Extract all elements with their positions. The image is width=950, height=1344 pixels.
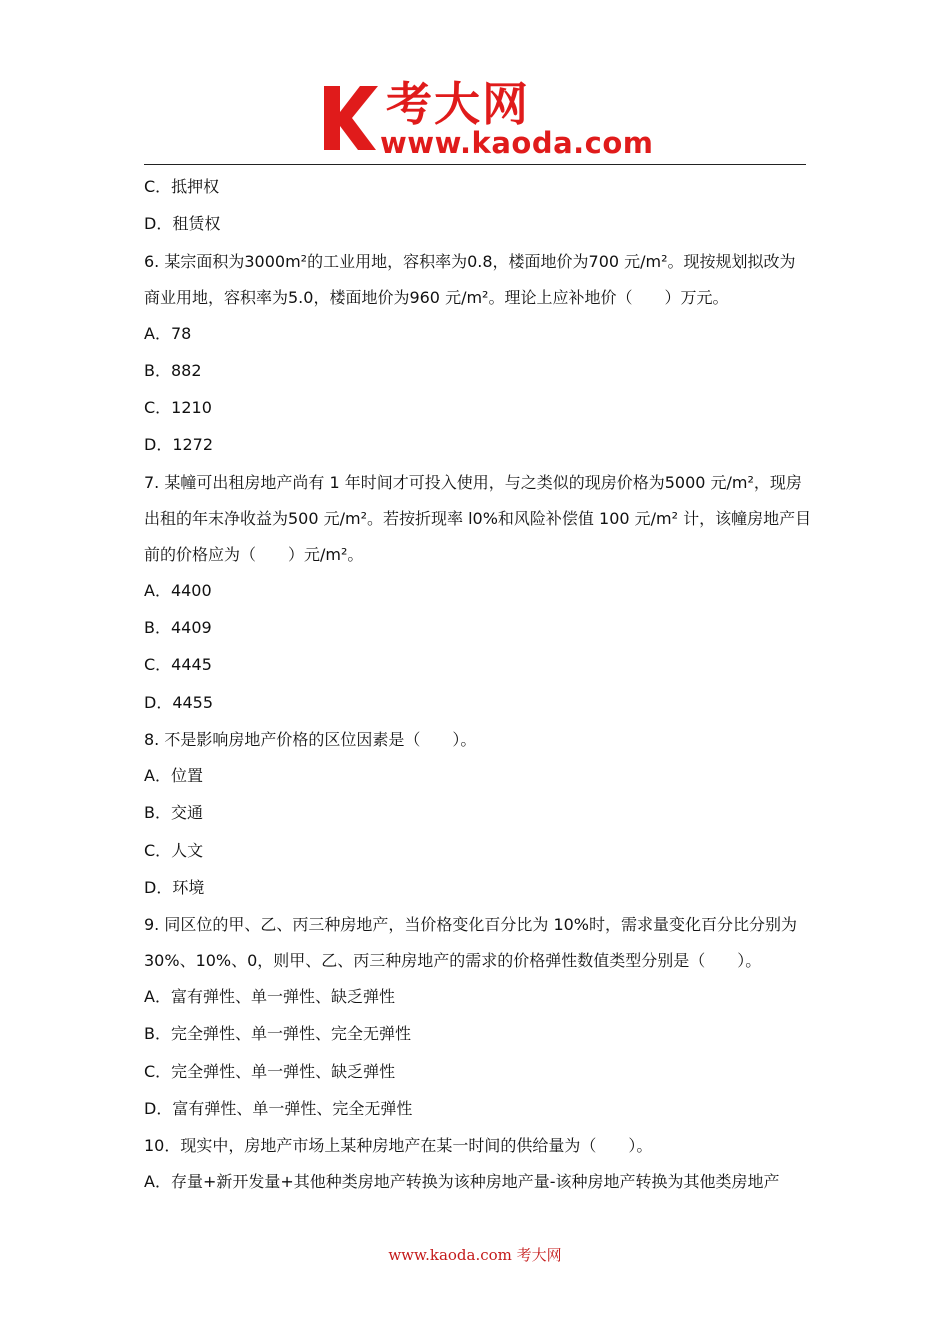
option-line: C．人文 xyxy=(144,840,204,860)
question-6-line-2: 商业用地，容积率为5.0，楼面地价为960 元/m²。理论上应补地价（ ）万元。 xyxy=(144,287,729,307)
option-line: A．位置 xyxy=(144,765,203,785)
option-line: B．882 xyxy=(144,360,202,380)
option-line: D．1272 xyxy=(144,435,214,455)
option-line: A．4400 xyxy=(144,580,212,600)
question-10-line-1: 10．现实中，房地产市场上某种房地产在某一时间的供给量为（ ）。 xyxy=(144,1136,653,1156)
text-line: C．抵押权 xyxy=(144,177,220,196)
option-line: A．存量+新开发量+其他种类房地产转换为该种房地产量-该种房地产转换为其他类房地产 xyxy=(144,1172,780,1192)
text-line: D．租赁权 xyxy=(144,214,221,234)
question-8-line-1: 8. 不是影响房地产价格的区位因素是（ ）。 xyxy=(144,729,477,749)
logo-url-text: www.kaoda.com xyxy=(380,126,654,160)
question-7-line-2: 出租的年末净收益为500 元/m²。若按折现率 l0%和风险补偿值 100 元/m² 计，该幢房地产目 xyxy=(144,508,812,528)
option-line: A．78 xyxy=(144,323,192,343)
option-line: C．1210 xyxy=(144,398,212,418)
option-line: B．4409 xyxy=(144,618,212,638)
option-line: C．4445 xyxy=(144,655,212,675)
footer-text: www.kaoda.com 考大网 xyxy=(388,1246,562,1264)
kaoda-logo xyxy=(320,77,654,160)
logo-chinese-text: 考大网 xyxy=(386,77,530,131)
question-6-line-1: 6. 某宗面积为3000m²的工业用地，容积率为0.8，楼面地价为700 元/m²。现按规划拟改为 xyxy=(144,251,796,271)
question-content xyxy=(144,171,810,1204)
question-7-line-3: 前的价格应为（ ）元/m²。 xyxy=(144,544,364,564)
option-line: B．完全弹性、单一弹性、完全无弹性 xyxy=(144,1024,411,1044)
question-9-line-1: 9. 同区位的甲、乙、丙三种房地产，当价格变化百分比为 10%时，需求量变化百分比分别为 xyxy=(144,915,798,935)
option-line: D．环境 xyxy=(144,877,205,897)
question-9-line-2: 30%、10%、0，则甲、乙、丙三种房地产的需求的价格弹性数值类型分别是（ ）。 xyxy=(144,951,762,971)
question-7-line-1: 7. 某幢可出租房地产尚有 1 年时间才可投入使用，与之类似的现房价格为5000 元/m²，现房 xyxy=(144,472,802,492)
option-line: B．交通 xyxy=(144,803,203,823)
header-divider xyxy=(144,164,806,165)
option-line: D．4455 xyxy=(144,692,214,712)
option-line: D．富有弹性、单一弹性、完全无弹性 xyxy=(144,1099,413,1119)
logo-k-mark-icon xyxy=(320,82,382,152)
option-line: A．富有弹性、单一弹性、缺乏弹性 xyxy=(144,987,395,1007)
option-line: C．完全弹性、单一弹性、缺乏弹性 xyxy=(144,1061,396,1081)
